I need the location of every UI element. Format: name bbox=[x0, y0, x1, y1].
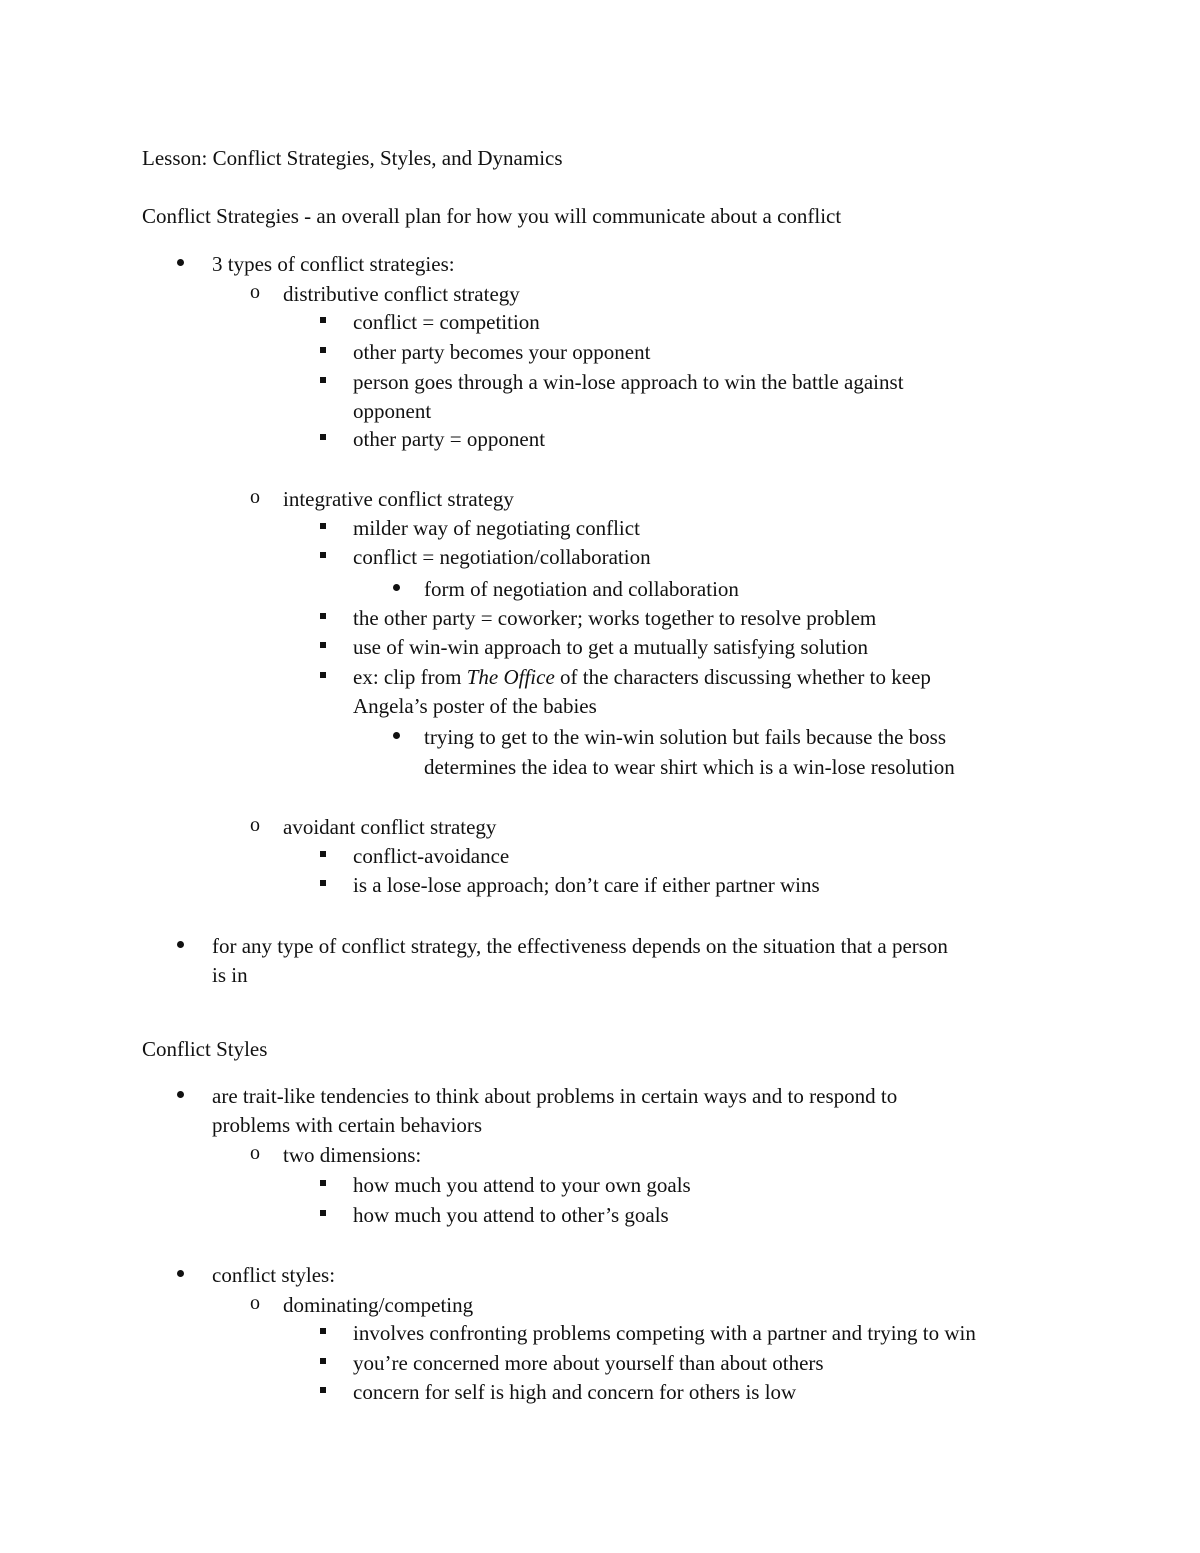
bullet-square bbox=[320, 1328, 326, 1334]
list-item: form of negotiation and collaboration bbox=[424, 577, 739, 601]
list-item: how much you attend to your own goals bbox=[353, 1173, 691, 1197]
list-item: the other party = coworker; works together to resolve problem bbox=[353, 606, 877, 630]
list-item: is a lose-lose approach; don’t care if either partner wins bbox=[353, 873, 820, 897]
bullet-dot bbox=[177, 941, 184, 948]
bullet-square bbox=[320, 552, 326, 558]
bullet-dot bbox=[393, 732, 400, 739]
bullet-square bbox=[320, 347, 326, 353]
bullet-circle: o bbox=[250, 1292, 260, 1314]
list-item: concern for self is high and concern for others is low bbox=[353, 1380, 797, 1404]
bullet-square bbox=[320, 377, 326, 383]
integrative-label: integrative conflict strategy bbox=[283, 487, 514, 511]
example-prefix: ex: clip from bbox=[353, 665, 467, 689]
list-item: use of win-win approach to get a mutually satisfying solution bbox=[353, 635, 868, 659]
list-item: other party = opponent bbox=[353, 427, 546, 451]
styles-definition-cont: problems with certain behaviors bbox=[212, 1113, 483, 1137]
bullet-square bbox=[320, 1358, 326, 1364]
bullet-square bbox=[320, 613, 326, 619]
bullet-dot bbox=[177, 259, 184, 266]
bullet-square bbox=[320, 317, 326, 323]
dominating-label: dominating/competing bbox=[283, 1293, 474, 1317]
list-item: conflict-avoidance bbox=[353, 844, 510, 868]
bullet-square bbox=[320, 434, 326, 440]
list-item: trying to get to the win-win solution but fails because the boss bbox=[424, 725, 947, 749]
page-title: Lesson: Conflict Strategies, Styles, and Dynamics bbox=[142, 146, 563, 170]
list-item: involves confronting problems competing with a partner and trying to win bbox=[353, 1321, 976, 1345]
styles-label: conflict styles: bbox=[212, 1263, 336, 1287]
bullet-circle: o bbox=[250, 486, 260, 508]
example-suffix: of the characters discussing whether to keep bbox=[554, 665, 931, 689]
list-item-cont: opponent bbox=[353, 399, 432, 423]
bullet-dot bbox=[177, 1091, 184, 1098]
example-cont: Angela’s poster of the babies bbox=[353, 694, 597, 718]
styles-heading: Conflict Styles bbox=[142, 1037, 268, 1061]
bullet-square bbox=[320, 1387, 326, 1393]
effectiveness-text: for any type of conflict strategy, the effectiveness depends on the situation that a person bbox=[212, 934, 948, 958]
bullet-dot bbox=[393, 584, 400, 591]
dimensions-label: two dimensions: bbox=[283, 1143, 422, 1167]
effectiveness-cont: is in bbox=[212, 963, 248, 987]
styles-definition: are trait-like tendencies to think about problems in certain ways and to respond to bbox=[212, 1084, 898, 1108]
strategies-heading: Conflict Strategies - an overall plan for how you will communicate about a conflict bbox=[142, 204, 842, 228]
bullet-circle: o bbox=[250, 814, 260, 836]
list-item: conflict = negotiation/collaboration bbox=[353, 545, 651, 569]
bullet-square bbox=[320, 523, 326, 529]
avoidant-label: avoidant conflict strategy bbox=[283, 815, 497, 839]
bullet-square bbox=[320, 1180, 326, 1186]
types-intro: 3 types of conflict strategies: bbox=[212, 252, 455, 276]
list-item: milder way of negotiating conflict bbox=[353, 516, 640, 540]
list-item: other party becomes your opponent bbox=[353, 340, 651, 364]
list-item-cont: determines the idea to wear shirt which is a win-lose resolution bbox=[424, 755, 955, 779]
bullet-square bbox=[320, 672, 326, 678]
distributive-label: distributive conflict strategy bbox=[283, 282, 520, 306]
bullet-dot bbox=[177, 1270, 184, 1277]
bullet-square bbox=[320, 880, 326, 886]
bullet-circle: o bbox=[250, 1142, 260, 1164]
example-item bbox=[353, 665, 931, 690]
bullet-circle: o bbox=[250, 281, 260, 303]
list-item: how much you attend to other’s goals bbox=[353, 1203, 669, 1227]
bullet-square bbox=[320, 851, 326, 857]
bullet-square bbox=[320, 642, 326, 648]
list-item: conflict = competition bbox=[353, 310, 540, 334]
example-title: The Office bbox=[466, 665, 555, 689]
list-item: you’re concerned more about yourself than about others bbox=[353, 1351, 824, 1375]
list-item: person goes through a win-lose approach to win the battle against bbox=[353, 370, 904, 394]
bullet-square bbox=[320, 1210, 326, 1216]
